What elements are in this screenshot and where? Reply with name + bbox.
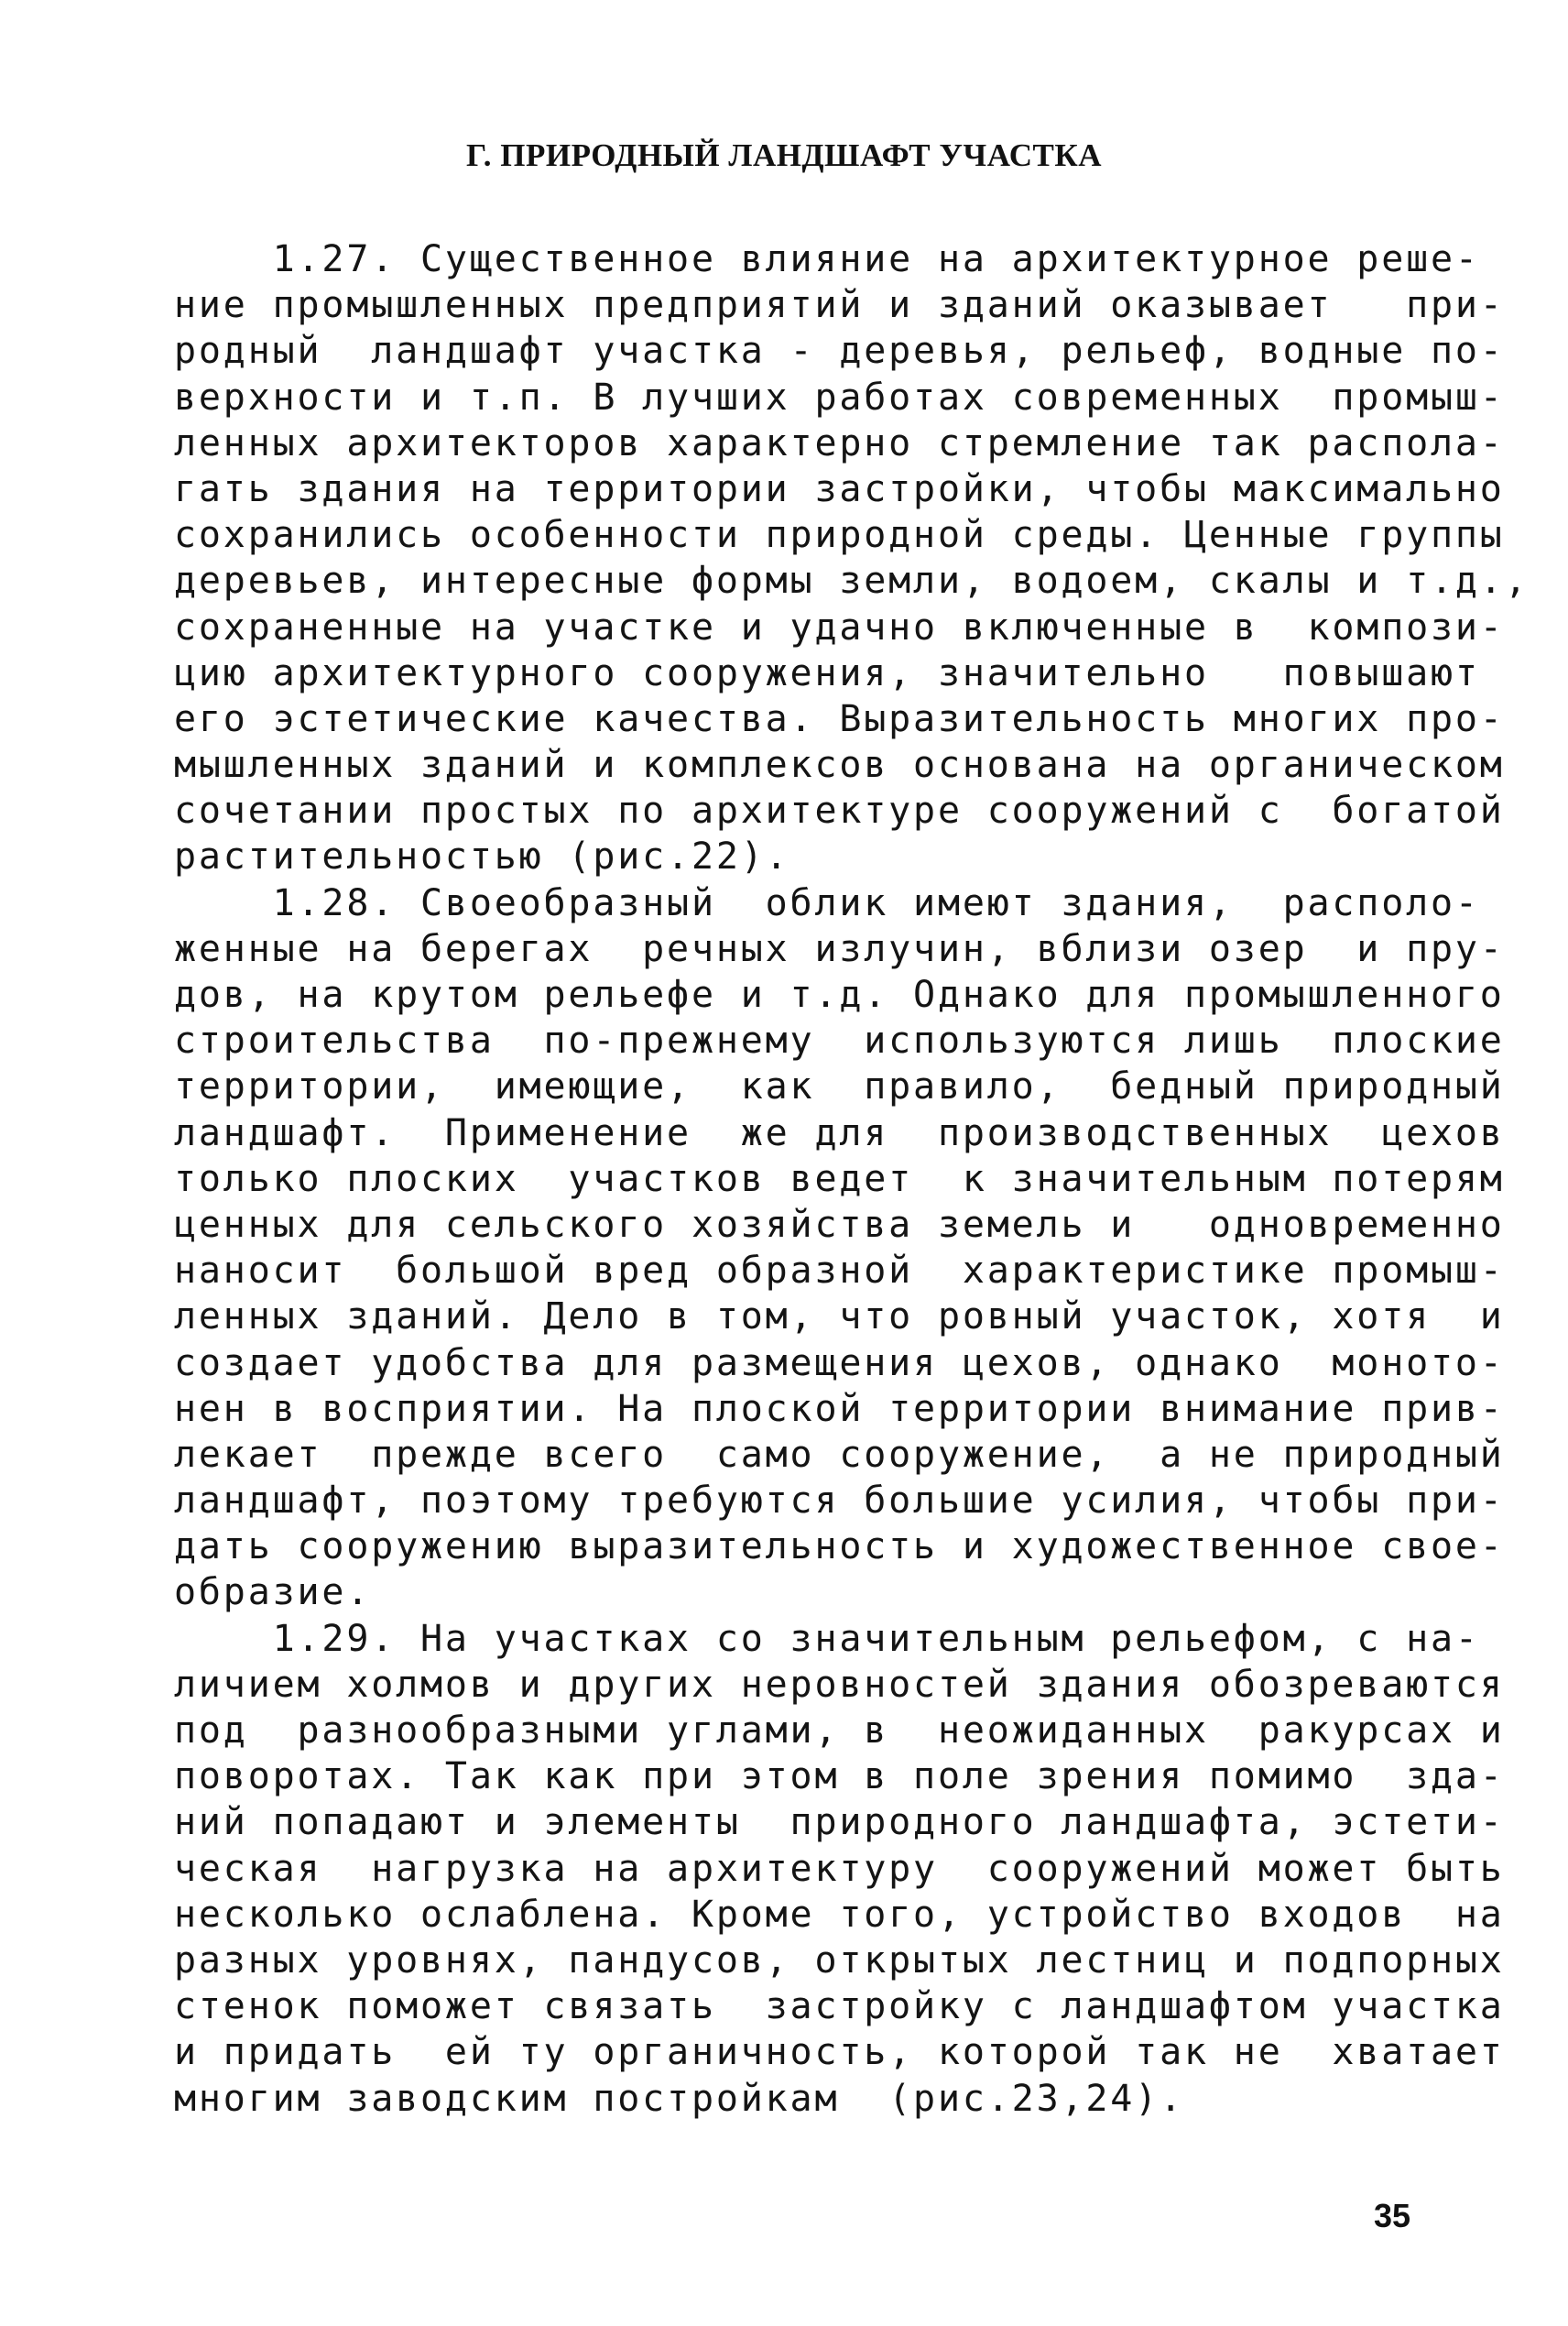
page-number: 35	[1373, 2197, 1411, 2234]
text-line: личием холмов и других неровностей здания обозреваются	[174, 1663, 1505, 1706]
text-line: создает удобства для размещения цехов, однако моното-	[174, 1341, 1505, 1384]
text-line: ленных архитекторов характерно стремление так распола-	[174, 421, 1505, 464]
text-line: 1.29. На участках со значительным рельефом, с на-	[174, 1617, 1480, 1660]
text-line: ценных для сельского хозяйства земель и одновременно	[174, 1203, 1505, 1246]
text-line: верхности и т.п. В лучших работах современных промыш-	[174, 376, 1505, 419]
text-line: его эстетические качества. Выразительность многих про-	[174, 697, 1505, 740]
text-line: многим заводским постройкам (рис.23,24).	[174, 2077, 1184, 2120]
text-line: ний попадают и элементы природного ландшафта, эстети-	[174, 1801, 1505, 1844]
text-line: дов, на крутом рельефе и т.д. Однако для промышленного	[174, 974, 1505, 1016]
text-line: деревьев, интересные формы земли, водоем, скалы и т.д.,	[174, 560, 1530, 603]
text-line: ландшафт. Применение же для производственных цехов	[174, 1111, 1505, 1154]
body-text	[174, 236, 1530, 2122]
text-line: поворотах. Так как при этом в поле зрения помимо зда-	[174, 1755, 1505, 1798]
text-line: несколько ослаблена. Кроме того, устройство входов на	[174, 1893, 1505, 1936]
text-line: женные на берегах речных излучин, вблизи озер и пру-	[174, 927, 1505, 970]
text-line: сохранились особенности природной среды. Ценные группы	[174, 514, 1505, 557]
section-heading: Г. ПРИРОДНЫЙ ЛАНДШАФТ УЧАСТКА	[465, 137, 1103, 173]
text-line: под разнообразными углами, в неожиданных ракурсах и	[174, 1709, 1505, 1752]
text-line: цию архитектурного сооружения, значительно повышают	[174, 651, 1480, 694]
text-line: лекает прежде всего само сооружение, а не природный	[174, 1433, 1505, 1476]
text-line: ленных зданий. Дело в том, что ровный участок, хотя и	[174, 1295, 1505, 1338]
text-line: строительства по-прежнему используются лишь плоские	[174, 1020, 1505, 1063]
text-line: ландшафт, поэтому требуются большие усилия, чтобы при-	[174, 1480, 1505, 1523]
text-line: нен в восприятии. На плоской территории внимание прив-	[174, 1387, 1505, 1430]
text-line: ние промышленных предприятий и зданий оказывает при-	[174, 284, 1505, 327]
text-line: дать сооружению выразительность и художественное свое-	[174, 1525, 1505, 1568]
text-line: 1.28. Своеобразный облик имеют здания, располо-	[174, 881, 1480, 924]
text-line: только плоских участков ведет к значительным потерям	[174, 1157, 1505, 1200]
text-line: образие.	[174, 1571, 372, 1614]
text-line: растительностью (рис.22).	[174, 835, 790, 879]
text-line: сохраненные на участке и удачно включенные в компози-	[174, 606, 1505, 649]
text-line: разных уровнях, пандусов, открытых лестниц и подпорных	[174, 1938, 1505, 1982]
text-line: 1.27. Существенное влияние на архитектурное реше-	[174, 238, 1480, 280]
text-line: наносит большой вред образной характеристике промыш-	[174, 1250, 1505, 1293]
text-line: сочетании простых по архитектуре сооружений с богатой	[174, 790, 1505, 833]
text-line: мышленных зданий и комплексов основана на органическом	[174, 744, 1505, 787]
text-line: территории, имеющие, как правило, бедный природный	[174, 1065, 1505, 1108]
text-line: ческая нагрузка на архитектуру сооружений может быть	[174, 1847, 1505, 1890]
text-line: родный ландшафт участка - деревья, рельеф, водные по-	[174, 330, 1505, 373]
text-line: стенок поможет связать застройку с ландшафтом участка	[174, 1985, 1505, 2028]
text-line: и придать ей ту органичность, которой так не хватает	[174, 2031, 1505, 2074]
text-line: гать здания на территории застройки, чтобы максимально	[174, 467, 1505, 510]
